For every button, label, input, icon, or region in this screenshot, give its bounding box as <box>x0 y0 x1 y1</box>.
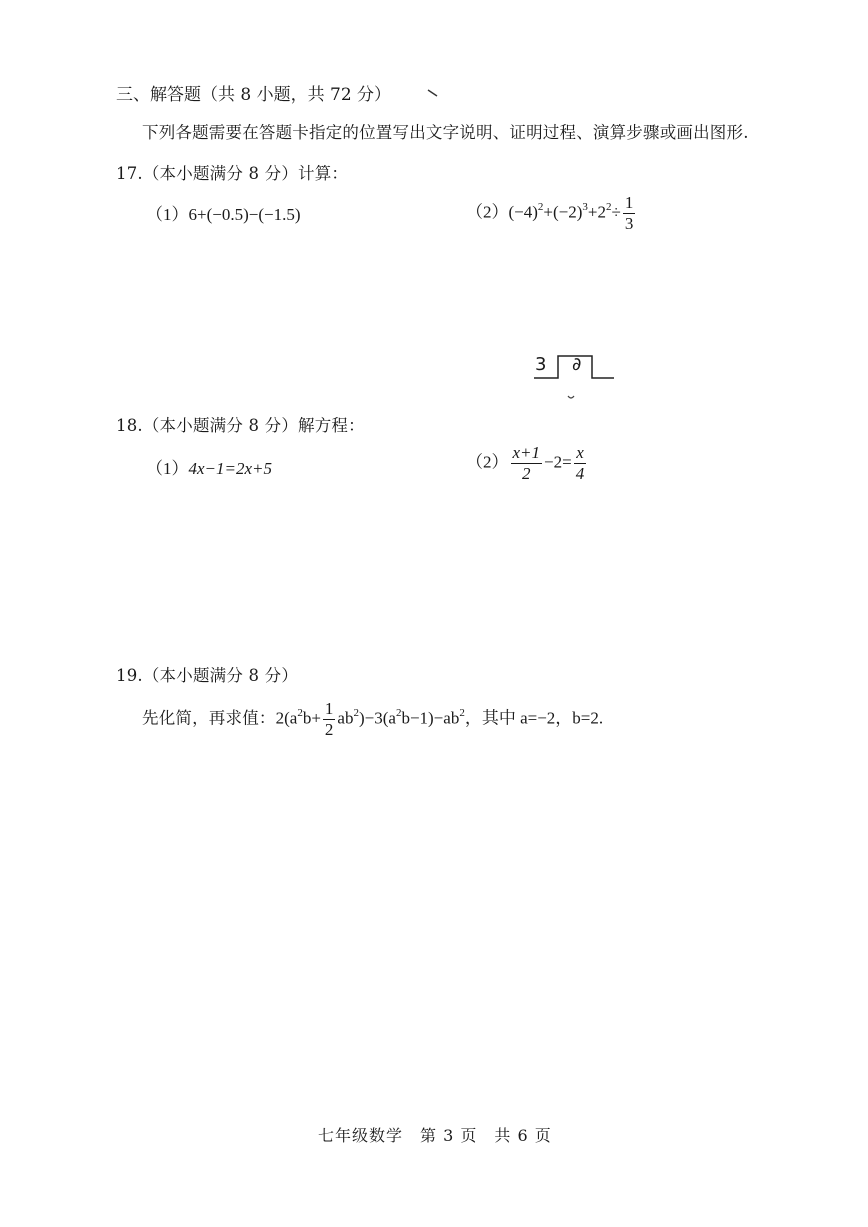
q19-term: b−1)−ab <box>401 708 460 728</box>
q19-term: )−3(a <box>358 708 396 728</box>
q19-term: ab <box>337 708 354 728</box>
q19-expression <box>142 700 603 739</box>
section-instruction: 下列各题需要在答题卡指定的位置写出文字说明、证明过程、演算步骤或画出图形. <box>142 123 749 142</box>
q18-part1 <box>146 454 272 479</box>
q19-term: 2(a <box>275 708 298 728</box>
q17-part2-term: (−4) <box>508 202 538 222</box>
fraction-numerator: x+1 <box>512 443 541 462</box>
q17-part2 <box>466 194 637 233</box>
q19-fraction <box>323 700 336 739</box>
q18-part1-expr: 4x−1=2x+5 <box>188 459 273 478</box>
q17-part1-label: （1） <box>146 205 189 224</box>
q17-part2-label: （2） <box>466 202 509 222</box>
q18-part2-fraction-right <box>574 444 587 483</box>
handwritten-scribble <box>530 352 620 402</box>
q17-header: 17.（本小题满分 8 分）计算： <box>116 164 349 183</box>
q17-part2-exponent: 2 <box>606 201 612 214</box>
q17-part2-exponent: 2 <box>537 201 544 214</box>
handwritten-symbol: ∂ <box>572 354 582 375</box>
q19-exponent: 2 <box>297 707 303 720</box>
q18-header: 18.（本小题满分 8 分）解方程： <box>116 416 365 435</box>
q17-part1 <box>146 200 301 225</box>
fraction-denominator: 4 <box>575 463 585 483</box>
q18-part2-middle: −2= <box>544 452 572 472</box>
fraction-numerator: 1 <box>624 193 634 212</box>
q17-part2-term: +2 <box>587 202 607 222</box>
handwritten-strokes <box>530 352 620 402</box>
q17-part2-term: +(−2) <box>543 202 583 222</box>
q18-part2-label: （2） <box>466 452 509 472</box>
q19-lead: 先化简，再求值： <box>142 708 276 728</box>
q19-exponent: 2 <box>353 707 359 720</box>
q17-part1-expr: 6+(−0.5)−(−1.5) <box>188 205 301 224</box>
fraction-denominator: 2 <box>522 463 531 483</box>
q17-part2-divide: ÷ <box>611 202 621 222</box>
stray-mark <box>426 88 440 98</box>
page-footer: 七年级数学 第 3 页 共 6 页 <box>318 1126 552 1145</box>
q17-part2-exponent: 3 <box>582 201 588 214</box>
q19-condition: ，其中 a=−2，b=2. <box>464 708 604 728</box>
fraction-numerator: 1 <box>324 699 334 718</box>
fraction-denominator: 2 <box>324 719 334 739</box>
q17-part2-fraction <box>623 194 636 233</box>
q18-part1-label: （1） <box>146 459 189 478</box>
q19-exponent: 2 <box>395 707 402 720</box>
handwritten-digit: 3 <box>535 354 547 375</box>
fraction-denominator: 3 <box>624 213 634 233</box>
q18-part2 <box>466 444 588 483</box>
q18-part2-fraction-left <box>511 444 543 483</box>
section-title: 三、解答题（共 8 小题，共 72 分） <box>116 85 392 105</box>
q19-header: 19.（本小题满分 8 分） <box>116 666 299 685</box>
q19-term: b+ <box>302 708 321 728</box>
fraction-numerator: x <box>576 443 584 462</box>
q19-exponent: 2 <box>459 707 465 720</box>
